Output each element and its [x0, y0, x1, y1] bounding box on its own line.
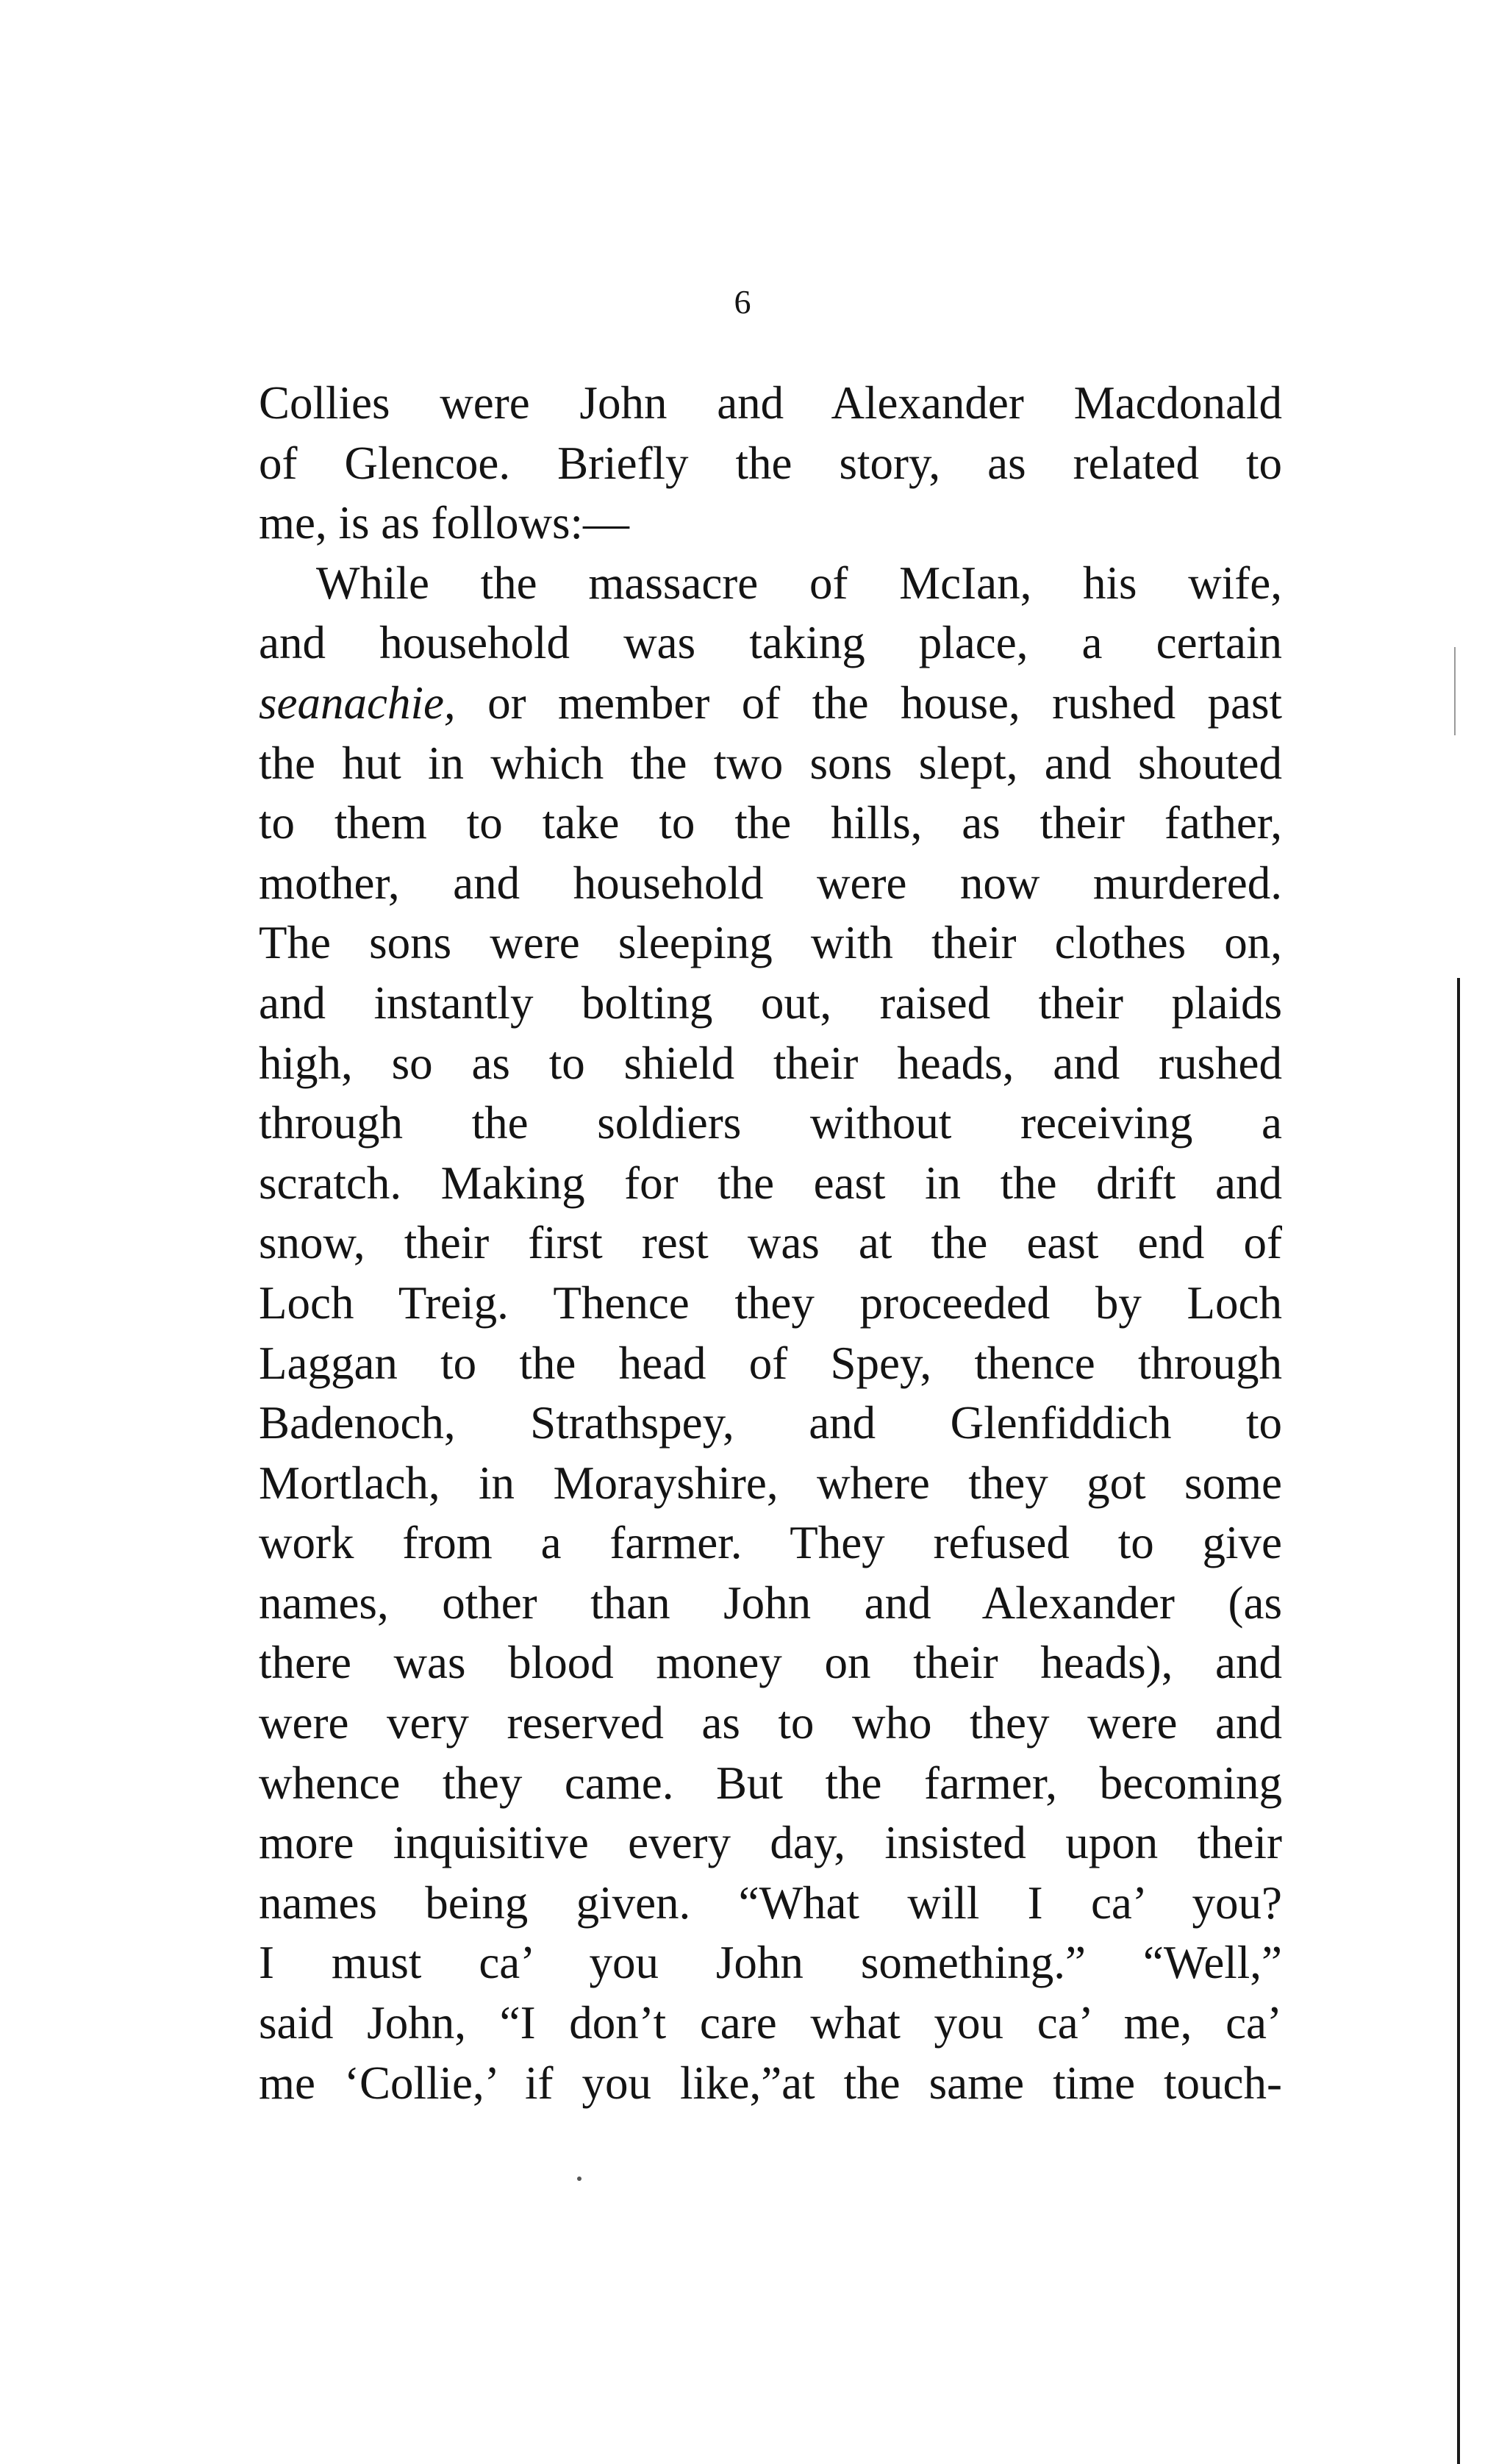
text-line: me ‘Collie,’ if you like,”at the same time touch- [259, 2057, 1282, 2109]
text-line: Loch Treig. Thence they proceeded by Loch [259, 1276, 1282, 1329]
text-line [259, 674, 1282, 734]
text-line: to them to take to the hills, as their father, [259, 797, 1282, 849]
text-line: whence they came. But the farmer, becoming [259, 1757, 1282, 1809]
text-line: snow, their first rest was at the east end of [259, 1217, 1282, 1269]
text-line: names, other than John and Alexander (as [259, 1576, 1282, 1629]
text-line: scratch. Making for the east in the drift and [259, 1157, 1282, 1209]
text-line: I must ca’ you John something.” “Well,” [259, 1937, 1282, 1989]
text-line: Mortlach, in Morayshire, where they got some [259, 1457, 1282, 1509]
text-line: the hut in which the two sons slept, and shouted [259, 737, 1282, 789]
text-line: names being given. “What will I ca’ you? [259, 1876, 1282, 1929]
body-text [259, 374, 1282, 2113]
text-line: me, is as follows:— [259, 497, 629, 549]
text-line: high, so as to shield their heads, and rushed [259, 1037, 1282, 1089]
text-line: through the soldiers without receiving a [259, 1097, 1282, 1149]
text-line: more inquisitive every day, insisted upon their [259, 1817, 1282, 1869]
text-line: Badenoch, Strathspey, and Glenfiddich to [259, 1397, 1282, 1449]
italic-term: seanachie, [259, 676, 456, 729]
scan-speck [577, 2176, 582, 2181]
text-line: and instantly bolting out, raised their plaids [259, 976, 1282, 1029]
text-line: there was blood money on their heads), and [259, 1637, 1282, 1689]
text-line: The sons were sleeping with their clothes on, [259, 917, 1282, 969]
text-line: and household was taking place, a certain [259, 617, 1282, 669]
text-line: mother, and household were now murdered. [259, 857, 1282, 909]
page-number: 6 [734, 283, 751, 321]
text-line: Collies were John and Alexander Macdonald [259, 377, 1282, 429]
scan-page-edge [1457, 978, 1460, 2464]
text-span: or member of the house, rushed past [455, 676, 1282, 729]
scan-edge-mark [1454, 647, 1456, 735]
text-line: Laggan to the head of Spey, thence through [259, 1337, 1282, 1389]
text-line: of Glencoe. Briefly the story, as related to [259, 437, 1282, 489]
text-line: were very reserved as to who they were and [259, 1697, 1282, 1749]
text-line: said John, “I don’t care what you ca’ me, ca’ [259, 1997, 1282, 2049]
text-line: work from a farmer. They refused to give [259, 1517, 1282, 1569]
paragraph-first-line: While the massacre of McIan, his wife, [316, 557, 1282, 609]
